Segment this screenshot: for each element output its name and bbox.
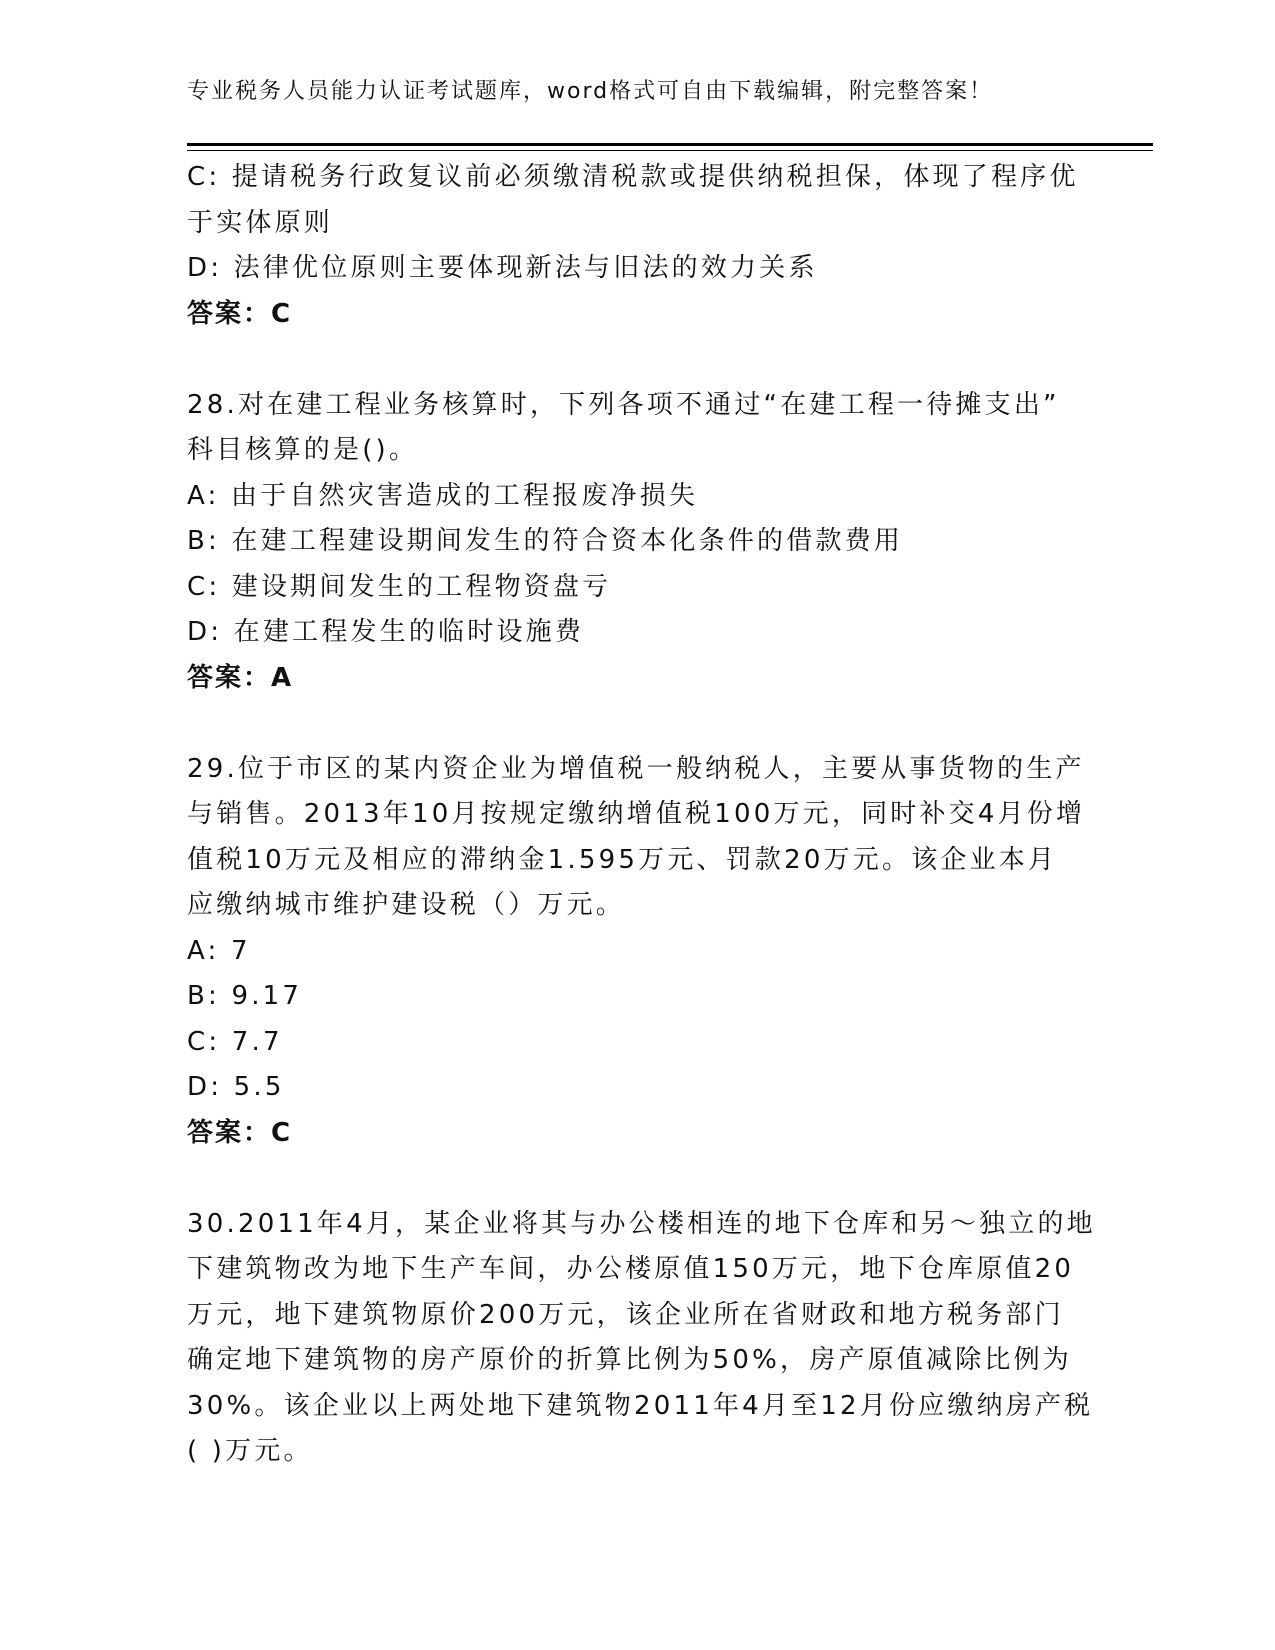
question-content	[187, 155, 1096, 1475]
q27-option-c-line1: C: 提请税务行政复议前必须缴清税款或提供纳税担保，体现了程序优	[187, 162, 1079, 192]
q28-option-a: A: 由于自然灾害造成的工程报废净损失	[187, 480, 699, 511]
q29-stem-line3: 值税10万元及相应的滞纳金1.595万元、罚款20万元。该企业本月	[187, 844, 1058, 875]
q28-option-b: B: 在建工程建设期间发生的符合资本化条件的借款费用	[187, 526, 904, 556]
q30-stem-line3: 万元，地下建筑物原价200万元，该企业所在省财政和地方税务部门	[187, 1299, 1064, 1330]
q29-stem-line4: 应缴纳城市维护建设税（）万元。	[187, 890, 626, 920]
q28-answer: 答案：A	[187, 662, 294, 693]
q27-option-c-line2: 于实体原则	[187, 207, 334, 238]
q29-answer: 答案：C	[187, 1117, 293, 1148]
header-rule-thick	[187, 143, 1153, 146]
spacer	[187, 1156, 1087, 1202]
q29-option-c: C: 7.7	[187, 1026, 283, 1057]
q29-stem-line2: 与销售。2013年10月按规定缴纳增值税100万元，同时补交4月份增	[187, 799, 1086, 829]
spacer	[187, 701, 1087, 747]
q30-stem-line5: 30%。该企业以上两处地下建筑物2011年4月至12月份应缴纳房产税	[187, 1390, 1094, 1421]
spacer	[187, 337, 1087, 383]
q29-option-a: A: 7	[187, 935, 251, 966]
q27-option-d: D: 法律优位原则主要体现新法与旧法的效力关系	[187, 253, 818, 283]
q28-stem-line2: 科目核算的是()。	[187, 435, 419, 465]
q30-stem-line1: 30.2011年4月，某企业将其与办公楼相连的地下仓库和另～独立的地	[187, 1208, 1096, 1239]
q30-stem-line4: 确定地下建筑物的房产原价的折算比例为50%，房产原值减除比例为	[187, 1345, 1072, 1375]
q29-option-b: B: 9.17	[187, 981, 303, 1011]
q28-stem-line1: 28.对在建工程业务核算时，下列各项不通过“在建工程一待摊支出”	[187, 389, 1060, 420]
page-header: 专业税务人员能力认证考试题库，word格式可自由下载编辑，附完整答案！	[187, 79, 994, 104]
q28-option-d: D: 在建工程发生的临时设施费	[187, 617, 585, 647]
header-rule-thin	[187, 150, 1153, 151]
q30-stem-line2: 下建筑物改为地下生产车间，办公楼原值150万元，地下仓库原值20	[187, 1254, 1075, 1284]
q29-stem-line1: 29.位于市区的某内资企业为增值税一般纳税人，主要从事货物的生产	[187, 753, 1085, 784]
q30-stem-line6: ( )万元。	[187, 1436, 313, 1466]
q27-answer: 答案：C	[187, 298, 293, 329]
q29-option-d: D: 5.5	[187, 1072, 285, 1102]
q28-option-c: C: 建设期间发生的工程物资盘亏	[187, 571, 612, 602]
